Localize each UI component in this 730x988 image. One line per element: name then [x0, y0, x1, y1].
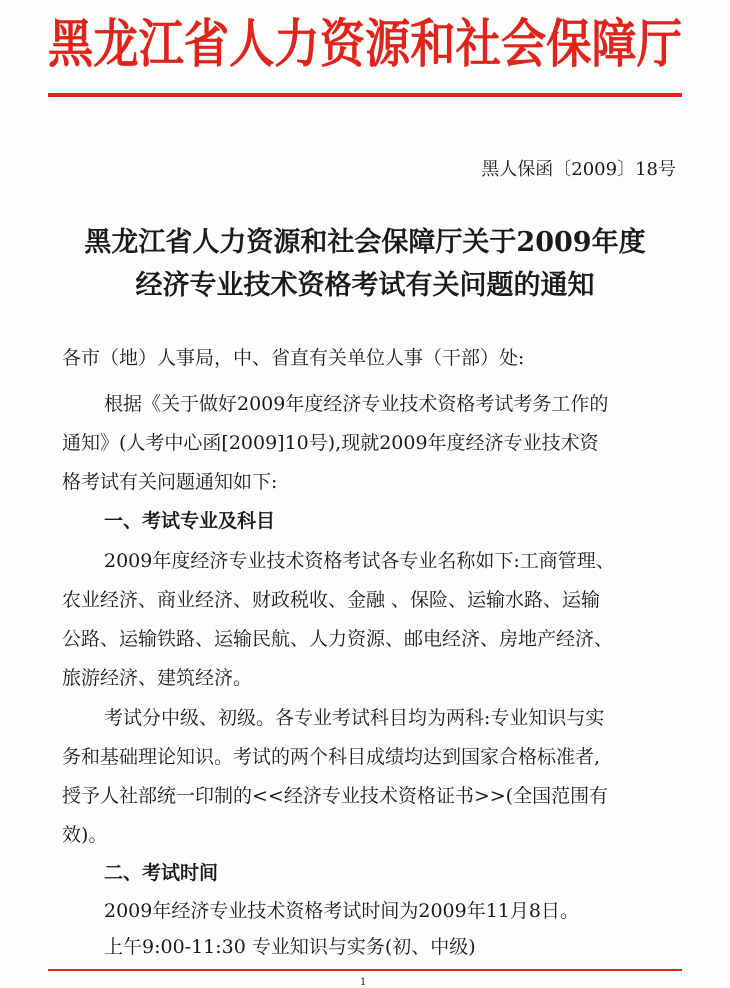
section-2-para-1: 2009年经济专业技术资格考试时间为2009年11月8日。 — [104, 900, 579, 922]
header-divider — [48, 93, 682, 97]
section-1-para-2-line-2: 务和基础理论知识。考试的两个科目成绩均达到国家合格标准者, — [62, 746, 601, 768]
section-1-para-2-line-4: 效)。 — [62, 824, 108, 846]
section-1-para-1-line-4: 旅游经济、建筑经济。 — [62, 667, 253, 689]
addressee: 各市（地）人事局，中、省直有关单位人事（干部）处: — [62, 347, 525, 369]
section-2-schedule-1: 上午9:00-11:30 专业知识与实务(初、中级) — [104, 936, 476, 958]
document-title-line-1: 黑龙江省人力资源和社会保障厅关于2009年度 — [84, 227, 646, 258]
document-title-line-2: 经济专业技术资格考试有关问题的通知 — [135, 270, 595, 301]
document-number: 黑人保函〔2009〕18号 — [481, 159, 676, 180]
intro-line-1: 根据《关于做好2009年度经济专业技术资格考试考务工作的 — [104, 393, 609, 415]
organization-header: 黑龙江省人力资源和社会保障厅 — [48, 15, 683, 75]
section-1-para-1-line-2: 农业经济、商业经济、财政税收、金融 、保险、运输水路、运输 — [62, 589, 601, 611]
section-1-para-2-line-3: 授予人社部统一印制的<<经济专业技术资格证书>>(全国范围有 — [62, 785, 609, 807]
section-1-heading: 一、考试专业及科目 — [104, 510, 276, 532]
section-1-para-1-line-1: 2009年度经济专业技术资格考试各专业名称如下:工商管理、 — [104, 550, 615, 572]
intro-line-3: 格考试有关问题通知如下: — [62, 471, 278, 493]
page-number: 1 — [360, 977, 367, 988]
section-2-heading: 二、考试时间 — [104, 862, 219, 884]
footer-divider — [48, 969, 682, 971]
section-1-para-1-line-3: 公路、运输铁路、运输民航、人力资源、邮电经济、房地产经济、 — [62, 628, 614, 650]
section-1-para-2-line-1: 考试分中级、初级。各专业考试科目均为两科:专业知识与实 — [104, 707, 605, 729]
intro-line-2: 通知》(人考中心函[2009]10号),现就2009年度经济专业技术资 — [62, 432, 599, 454]
